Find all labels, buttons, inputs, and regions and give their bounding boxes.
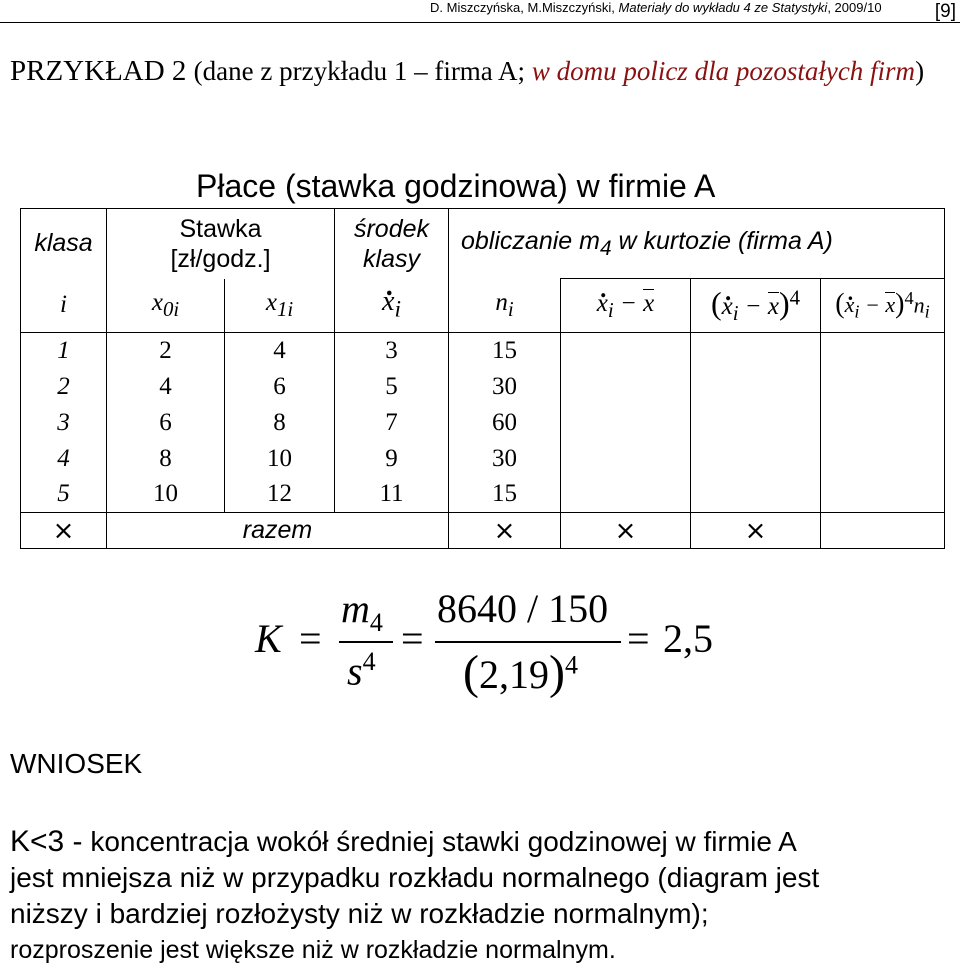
cell-empty	[821, 477, 945, 513]
cell-i: 3	[21, 405, 107, 441]
cell-xi: 7	[335, 405, 449, 441]
cell-x0: 8	[107, 441, 225, 477]
cross-mark: ×	[449, 513, 561, 549]
title-paren-close: )	[915, 56, 925, 86]
table-row	[21, 441, 945, 477]
fraction-bar	[435, 641, 621, 643]
cell-x1: 4	[225, 333, 335, 369]
cell-x0: 2	[107, 333, 225, 369]
cell-xi: 9	[335, 441, 449, 477]
cell-xi: 5	[335, 369, 449, 405]
page-number: [9]	[934, 1, 956, 22]
conclusion-text	[10, 824, 950, 968]
total-row	[21, 513, 945, 549]
cell-empty	[691, 369, 821, 405]
kurtosis-formula	[255, 585, 735, 715]
cell-i: 5	[21, 477, 107, 513]
cell-empty	[561, 405, 691, 441]
cell-x1: 10	[225, 441, 335, 477]
cell-empty	[691, 441, 821, 477]
formula-equals: =	[627, 616, 650, 661]
cell-x1: 8	[225, 405, 335, 441]
table-row	[21, 405, 945, 441]
header-srodek: środek klasy	[335, 209, 449, 279]
cell-xi: 11	[335, 477, 449, 513]
cell-empty	[821, 441, 945, 477]
conclusion-line: niższy i bardziej rozłożysty niż w rozkładzie normalnym);	[10, 898, 709, 929]
symbol-deviation: . $x_i - x$	[561, 279, 691, 333]
symbol-xdot: . $x_i$	[335, 279, 449, 333]
header-stawka: Stawka [zł/godz.]	[107, 209, 335, 279]
cell-n: 60	[449, 405, 561, 441]
cell-i: 2	[21, 369, 107, 405]
symbol-x0: $x_{0i}$	[107, 279, 225, 333]
cell-empty	[691, 477, 821, 513]
symbol-deviation-pow4-n: (. $x_i - x)^4n_i$	[821, 279, 945, 333]
title-main: PRZYKŁAD 2	[10, 55, 194, 87]
cell-empty	[561, 333, 691, 369]
formula-K: K	[255, 616, 282, 661]
formula-equals: =	[401, 616, 424, 661]
formula-denominator: $(2,19)^4$	[463, 646, 578, 699]
conclusion-heading: WNIOSEK	[10, 748, 143, 779]
conclusion-line: K<3 - koncentracja wokół średniej stawki godzinowej w firmie A	[10, 825, 797, 858]
header-rule	[0, 22, 960, 23]
symbol-x1: $x_{1i}$	[225, 279, 335, 333]
cell-n: 15	[449, 333, 561, 369]
cell-xi: 3	[335, 333, 449, 369]
cell-n: 30	[449, 441, 561, 477]
symbol-row	[21, 279, 945, 333]
table-row	[21, 369, 945, 405]
header-source: Materiały do wykładu 4 ze Statystyki	[618, 0, 828, 15]
header-klasa: klasa	[21, 209, 107, 279]
table-row	[21, 477, 945, 513]
cell-x1: 6	[225, 369, 335, 405]
cell-empty	[561, 477, 691, 513]
table-caption: Płace (stawka godzinowa) w firmie A	[196, 168, 716, 204]
cross-mark: ×	[691, 513, 821, 549]
header-obliczanie: obliczanie $m_4$ w kurtozie (firma A)	[449, 209, 945, 279]
cell-x0: 10	[107, 477, 225, 513]
cell-empty	[561, 441, 691, 477]
data-table	[20, 208, 945, 549]
total-label: razem	[107, 513, 449, 549]
cell-n: 30	[449, 369, 561, 405]
cell-x1: 12	[225, 477, 335, 513]
header-authors: D. Miszczyńska, M.Miszczyński,	[430, 0, 619, 15]
table-row	[21, 333, 945, 369]
header-row	[21, 209, 945, 279]
symbol-deviation-pow4: (. $x_i - x)^4$	[691, 279, 821, 333]
page-header	[430, 0, 882, 15]
cell-i: 4	[21, 441, 107, 477]
conclusion-line: rozproszenie jest większe niż w rozkładzie normalnym.	[10, 936, 616, 964]
cell-empty	[821, 333, 945, 369]
cell-x0: 6	[107, 405, 225, 441]
formula-m: $m_4$	[341, 586, 383, 637]
fraction-bar	[339, 641, 393, 643]
formula-s: $s^4$	[347, 647, 376, 694]
cell-empty	[691, 333, 821, 369]
symbol-i: i	[21, 279, 107, 333]
example-title	[10, 54, 950, 89]
symbol-n: $n_i$	[449, 279, 561, 333]
cell-empty	[561, 369, 691, 405]
conclusion-line: jest mniejsza niż w przypadku rozkładu normalnego (diagram jest	[10, 862, 820, 893]
cell-empty	[821, 369, 945, 405]
formula-result: 2,5	[663, 616, 713, 661]
title-italic: w domu policz dla pozostałych firm	[531, 56, 916, 86]
cell-i: 1	[21, 333, 107, 369]
cell-empty	[691, 405, 821, 441]
cell-x0: 4	[107, 369, 225, 405]
header-year: , 2009/10	[827, 0, 882, 15]
cell-empty	[821, 513, 945, 549]
formula-numerator: 8640 / 150	[437, 586, 609, 631]
cross-mark: ×	[561, 513, 691, 549]
title-paren-open: (dane z przykładu 1 – firma A;	[193, 56, 532, 86]
cross-mark: ×	[21, 513, 107, 549]
formula-equals: =	[299, 616, 322, 661]
cell-n: 15	[449, 477, 561, 513]
cell-empty	[821, 405, 945, 441]
